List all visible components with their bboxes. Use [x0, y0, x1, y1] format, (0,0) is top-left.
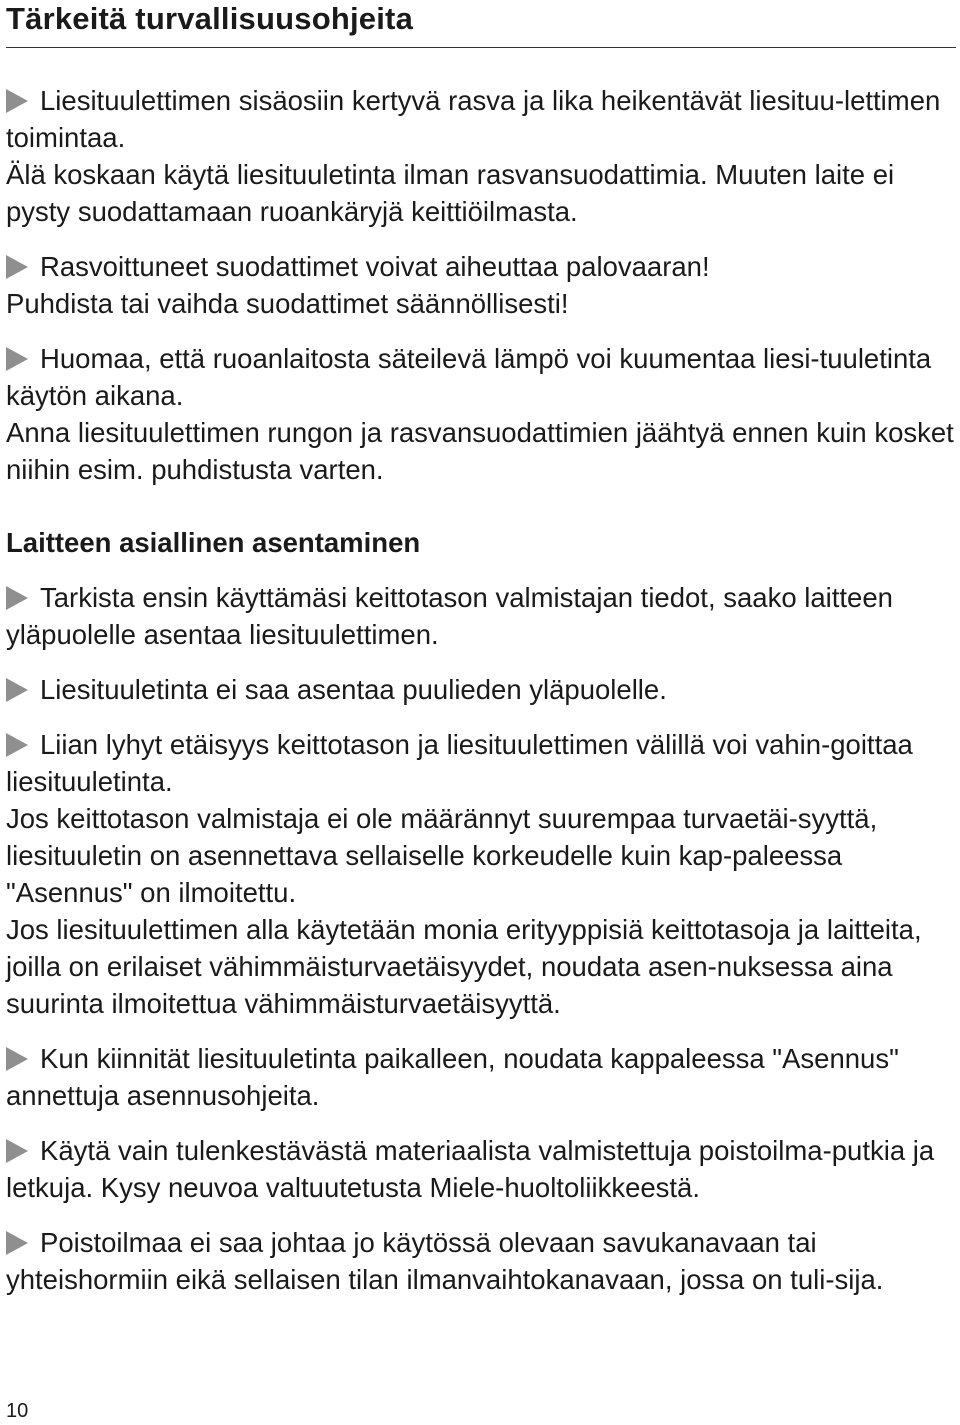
- installation-item: [6, 671, 956, 708]
- bullet-arrow-icon: [6, 89, 28, 113]
- installation-item: [6, 1224, 956, 1298]
- installation-item-lead: [6, 1132, 956, 1206]
- safety-item-lead: [6, 248, 956, 285]
- installation-item: [6, 579, 956, 653]
- installation-item-lead-text: Liian lyhyt etäisyys keittotason ja liesituulettimen välillä voi vahin-goittaa liesituuletinta.: [6, 729, 913, 797]
- installation-item: [6, 1040, 956, 1114]
- installation-item-note: Jos liesituulettimen alla käytetään monia erityyppisiä keittotasoja ja laitteita, joilla on erilaiset vähimmäisturvaetäisyydet, noudata asen-nuksessa aina suurinta ilmoitettua vähimmäisturvaetäisyyttä.: [6, 914, 922, 1019]
- document-page: [6, 0, 956, 1316]
- installation-item-lead: [6, 1224, 956, 1298]
- safety-item-lead-text: Rasvoittuneet suodattimet voivat aiheuttaa palovaaran!: [40, 251, 710, 282]
- bullet-arrow-icon: [6, 1047, 28, 1071]
- safety-item-lead: [6, 82, 956, 156]
- installation-item: [6, 1132, 956, 1206]
- safety-item: [6, 82, 956, 230]
- title-divider: [6, 47, 956, 48]
- page-number: 10: [6, 1400, 29, 1422]
- bullet-arrow-icon: [6, 1231, 28, 1255]
- installation-item-lead: [6, 579, 956, 653]
- document-body: [6, 82, 956, 1298]
- bullet-arrow-icon: [6, 1139, 28, 1163]
- bullet-arrow-icon: [6, 733, 28, 757]
- installation-item-lead: [6, 726, 956, 800]
- section-heading: Laitteen asiallinen asentaminen: [6, 527, 421, 558]
- safety-item-lead-text: Liesituulettimen sisäosiin kertyvä rasva ja lika heikentävät liesituu-lettimen toimintaa.: [6, 85, 941, 153]
- bullet-arrow-icon: [6, 678, 28, 702]
- installation-item-note: Jos keittotason valmistaja ei ole määrännyt suurempaa turvaetäi-syyttä, liesituuletin on asennettava sellaiselle korkeudelle kuin kap-paleessa "Asennus" on ilmoitettu.: [6, 803, 878, 908]
- installation-item-lead-text: Poistoilmaa ei saa johtaa jo käytössä olevaan savukanavaan tai yhteishormiin eikä sellaisen tilan ilmanvaihtokanavaan, jossa on tuli-sija.: [6, 1227, 884, 1295]
- safety-item: [6, 248, 956, 322]
- safety-item-note: Anna liesituulettimen rungon ja rasvansuodattimien jäähtyä ennen kuin kosket niihin esim. puhdistusta varten.: [6, 417, 954, 485]
- safety-item-lead-text: Huomaa, että ruoanlaitosta säteilevä lämpö voi kuumentaa liesi-tuuletinta käytön aikana.: [6, 343, 932, 411]
- safety-item-lead: [6, 340, 956, 414]
- installation-item: [6, 726, 956, 1022]
- bullet-arrow-icon: [6, 347, 28, 371]
- installation-item-lead-text: Liesituuletinta ei saa asentaa puulieden yläpuolelle.: [40, 674, 667, 705]
- page-title: Tärkeitä turvallisuusohjeita: [6, 1, 414, 36]
- bullet-arrow-icon: [6, 255, 28, 279]
- safety-item-note: Älä koskaan käytä liesituuletinta ilman rasvansuodattimia. Muuten laite ei pysty suodattamaan ruoankäryjä keittiöilmasta.: [6, 159, 895, 227]
- installation-item-lead-text: Kun kiinnität liesituuletinta paikalleen, noudata kappaleessa "Asennus" annettuja asennusohjeita.: [6, 1043, 899, 1111]
- installation-item-lead-text: Tarkista ensin käyttämäsi keittotason valmistajan tiedot, saako laitteen yläpuolelle asentaa liesituulettimen.: [6, 582, 893, 650]
- installation-item-lead: [6, 1040, 956, 1114]
- installation-item-lead: [6, 671, 956, 708]
- installation-item-lead-text: Käytä vain tulenkestävästä materiaalista valmistettuja poistoilma-putkia ja letkuja. Kysy neuvoa valtuutetusta Miele-huoltoliikkeestä.: [6, 1135, 935, 1203]
- bullet-arrow-icon: [6, 586, 28, 610]
- safety-item: [6, 340, 956, 488]
- safety-item-note: Puhdista tai vaihda suodattimet säännöllisesti!: [6, 288, 569, 319]
